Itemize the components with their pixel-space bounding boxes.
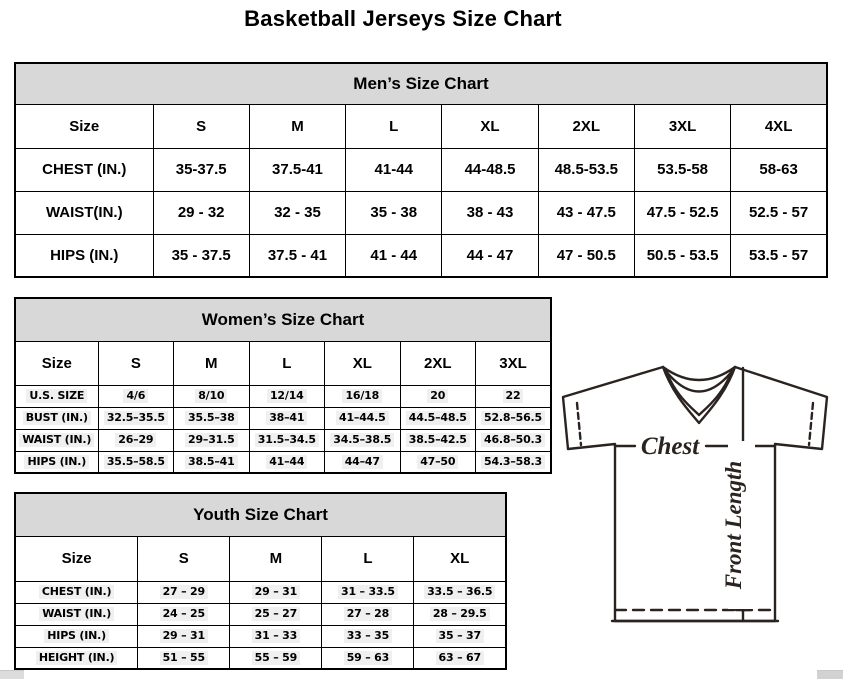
womens-cell-1-4 — [400, 407, 475, 429]
youth-col-header-0: Size — [15, 536, 138, 581]
mens-col-header-4: XL — [442, 104, 538, 148]
youth-cell-0-1 — [230, 581, 322, 603]
womens-cell-3-0-text: 35.5–58.5 — [104, 455, 168, 469]
youth-cell-3-3-text: 63 – 67 — [436, 651, 484, 665]
womens-cell-3-5-text: 54.3–58.3 — [481, 455, 545, 469]
youth-col-header-3: L — [322, 536, 414, 581]
womens-cell-1-1 — [174, 407, 249, 429]
womens-cell-3-3 — [325, 451, 400, 473]
mens-cell-0-4: 48.5-53.5 — [538, 148, 634, 191]
womens-cell-1-3-text: 41–44.5 — [336, 411, 389, 425]
youth-cell-3-0 — [138, 647, 230, 669]
youth-row-label-2-text: HIPS (IN.) — [44, 629, 109, 643]
youth-cell-3-2 — [322, 647, 414, 669]
womens-cell-2-3-text: 34.5–38.5 — [330, 433, 394, 447]
mens-cell-1-3: 38 - 43 — [442, 191, 538, 234]
youth-cell-0-3-text: 33.5 – 36.5 — [424, 585, 495, 599]
womens-col-header-6: 3XL — [476, 341, 552, 385]
youth-cell-2-0-text: 29 – 31 — [160, 629, 208, 643]
mens-cell-2-4: 47 - 50.5 — [538, 234, 634, 277]
womens-cell-0-5-text: 22 — [503, 389, 524, 403]
mens-header-row — [15, 104, 827, 148]
mens-col-header-7: 4XL — [731, 104, 827, 148]
womens-cell-3-1 — [174, 451, 249, 473]
womens-cell-1-3 — [325, 407, 400, 429]
womens-col-header-0: Size — [15, 341, 98, 385]
womens-data-row-2 — [15, 429, 551, 451]
youth-cell-2-3-text: 35 – 37 — [436, 629, 484, 643]
youth-chart-title: Youth Size Chart — [15, 493, 506, 536]
womens-cell-0-0-text: 4/6 — [123, 389, 148, 403]
scrollbar-left-fragment[interactable] — [0, 670, 24, 679]
youth-cell-3-3 — [414, 647, 506, 669]
womens-cell-1-1-text: 35.5–38 — [185, 411, 238, 425]
mens-col-header-2: M — [249, 104, 345, 148]
womens-row-label-0-text: U.S. SIZE — [26, 389, 87, 403]
youth-col-header-2: M — [230, 536, 322, 581]
jersey-measurement-diagram — [553, 353, 841, 677]
womens-cell-0-2 — [249, 385, 324, 407]
womens-cell-2-2 — [249, 429, 324, 451]
youth-cell-0-0 — [138, 581, 230, 603]
womens-cell-3-0 — [98, 451, 173, 473]
womens-row-label-3 — [15, 451, 98, 473]
mens-col-header-6: 3XL — [634, 104, 730, 148]
mens-cell-0-0: 35-37.5 — [153, 148, 249, 191]
page-title: Basketball Jerseys Size Chart — [244, 6, 562, 31]
mens-cell-0-5: 53.5-58 — [634, 148, 730, 191]
womens-cell-3-2 — [249, 451, 324, 473]
jersey-outline — [563, 367, 827, 621]
youth-row-label-1-text: WAIST (IN.) — [39, 607, 114, 621]
womens-cell-2-0 — [98, 429, 173, 451]
womens-cell-2-3 — [325, 429, 400, 451]
youth-cell-2-3 — [414, 625, 506, 647]
womens-row-label-2 — [15, 429, 98, 451]
youth-cell-0-1-text: 29 – 31 — [252, 585, 300, 599]
scrollbar-right-fragment[interactable] — [817, 670, 843, 679]
mens-chart-title: Men’s Size Chart — [15, 63, 827, 104]
womens-data-row-3 — [15, 451, 551, 473]
youth-cell-0-3 — [414, 581, 506, 603]
youth-row-label-2 — [15, 625, 138, 647]
womens-cell-0-2-text: 12/14 — [267, 389, 307, 403]
womens-row-label-1 — [15, 407, 98, 429]
womens-col-header-3: L — [249, 341, 324, 385]
womens-cell-0-1 — [174, 385, 249, 407]
youth-cell-1-1 — [230, 603, 322, 625]
mens-row-label-2: HIPS (IN.) — [15, 234, 153, 277]
mens-cell-1-6: 52.5 - 57 — [731, 191, 827, 234]
womens-cell-0-3 — [325, 385, 400, 407]
womens-cell-0-4 — [400, 385, 475, 407]
mens-col-header-5: 2XL — [538, 104, 634, 148]
womens-chart-title: Women’s Size Chart — [15, 298, 551, 341]
mens-cell-0-6: 58-63 — [731, 148, 827, 191]
womens-size-chart-table — [14, 297, 552, 474]
mens-cell-0-3: 44-48.5 — [442, 148, 538, 191]
youth-row-label-1 — [15, 603, 138, 625]
womens-cell-3-2-text: 41–44 — [266, 455, 307, 469]
youth-cell-3-2-text: 59 – 63 — [344, 651, 392, 665]
womens-cell-2-2-text: 31.5–34.5 — [255, 433, 319, 447]
youth-cell-2-2-text: 33 – 35 — [344, 629, 392, 643]
womens-row-label-1-text: BUST (IN.) — [23, 411, 91, 425]
womens-cell-3-5 — [476, 451, 552, 473]
youth-cell-3-1-text: 55 – 59 — [252, 651, 300, 665]
youth-data-row-3 — [15, 647, 506, 669]
womens-cell-2-1 — [174, 429, 249, 451]
mens-col-header-1: S — [153, 104, 249, 148]
womens-cell-2-1-text: 29–31.5 — [185, 433, 238, 447]
womens-cell-1-5-text: 52.8–56.5 — [481, 411, 545, 425]
womens-cell-0-5 — [476, 385, 552, 407]
womens-col-header-2: M — [174, 341, 249, 385]
womens-cell-1-0-text: 32.5–35.5 — [104, 411, 168, 425]
womens-cell-1-2-text: 38–41 — [266, 411, 307, 425]
youth-data-row-0 — [15, 581, 506, 603]
youth-size-chart-table — [14, 492, 507, 670]
mens-cell-2-2: 41 - 44 — [346, 234, 442, 277]
womens-row-label-0 — [15, 385, 98, 407]
mens-size-chart-table — [14, 62, 828, 278]
youth-cell-0-0-text: 27 – 29 — [160, 585, 208, 599]
womens-cell-0-3-text: 16/18 — [342, 389, 382, 403]
womens-data-row-0 — [15, 385, 551, 407]
womens-cell-2-5-text: 46.8–50.3 — [481, 433, 545, 447]
youth-cell-1-0-text: 24 – 25 — [160, 607, 208, 621]
womens-cell-0-4-text: 20 — [427, 389, 448, 403]
mens-cell-2-5: 50.5 - 53.5 — [634, 234, 730, 277]
womens-cell-2-5 — [476, 429, 552, 451]
womens-row-label-2-text: WAIST (IN.) — [19, 433, 94, 447]
youth-row-label-0-text: CHEST (IN.) — [39, 585, 114, 599]
youth-cell-1-3 — [414, 603, 506, 625]
womens-cell-0-0 — [98, 385, 173, 407]
mens-data-row-0 — [15, 148, 827, 191]
mens-row-label-0: CHEST (IN.) — [15, 148, 153, 191]
youth-cell-2-1 — [230, 625, 322, 647]
mens-col-header-3: L — [346, 104, 442, 148]
womens-cell-1-2 — [249, 407, 324, 429]
mens-cell-1-2: 35 - 38 — [346, 191, 442, 234]
youth-cell-0-2 — [322, 581, 414, 603]
mens-data-row-1 — [15, 191, 827, 234]
womens-cell-1-4-text: 44.5–48.5 — [406, 411, 470, 425]
youth-row-label-0 — [15, 581, 138, 603]
youth-cell-1-2 — [322, 603, 414, 625]
right-cuff-dashed-line — [809, 403, 813, 445]
mens-col-header-0: Size — [15, 104, 153, 148]
womens-cell-1-0 — [98, 407, 173, 429]
mens-cell-1-4: 43 - 47.5 — [538, 191, 634, 234]
youth-cell-2-2 — [322, 625, 414, 647]
womens-row-label-3-text: HIPS (IN.) — [24, 455, 89, 469]
mens-cell-2-1: 37.5 - 41 — [249, 234, 345, 277]
youth-cell-3-1 — [230, 647, 322, 669]
youth-col-header-4: XL — [414, 536, 506, 581]
youth-cell-0-2-text: 31 – 33.5 — [338, 585, 398, 599]
womens-header-row — [15, 341, 551, 385]
mens-cell-2-0: 35 - 37.5 — [153, 234, 249, 277]
womens-col-header-1: S — [98, 341, 173, 385]
womens-cell-2-4 — [400, 429, 475, 451]
youth-col-header-1: S — [138, 536, 230, 581]
mens-cell-1-0: 29 - 32 — [153, 191, 249, 234]
youth-row-label-3 — [15, 647, 138, 669]
youth-cell-1-3-text: 28 – 29.5 — [430, 607, 490, 621]
youth-header-row — [15, 536, 506, 581]
youth-cell-1-1-text: 25 – 27 — [252, 607, 300, 621]
mens-data-row-2 — [15, 234, 827, 277]
youth-row-label-3-text: HEIGHT (IN.) — [36, 651, 118, 665]
youth-cell-2-0 — [138, 625, 230, 647]
womens-cell-2-0-text: 26–29 — [115, 433, 156, 447]
youth-data-row-1 — [15, 603, 506, 625]
mens-cell-1-1: 32 - 35 — [249, 191, 345, 234]
mens-cell-1-5: 47.5 - 52.5 — [634, 191, 730, 234]
mens-cell-2-3: 44 - 47 — [442, 234, 538, 277]
mens-cell-0-1: 37.5-41 — [249, 148, 345, 191]
womens-cell-3-3-text: 44–47 — [342, 455, 383, 469]
womens-cell-1-5 — [476, 407, 552, 429]
mens-cell-0-2: 41-44 — [346, 148, 442, 191]
womens-cell-3-4 — [400, 451, 475, 473]
womens-cell-2-4-text: 38.5–42.5 — [406, 433, 470, 447]
womens-cell-3-4-text: 47–50 — [417, 455, 458, 469]
left-cuff-dashed-line — [577, 403, 581, 445]
youth-cell-1-0 — [138, 603, 230, 625]
chest-label: Chest — [640, 433, 700, 460]
womens-cell-3-1-text: 38.5–41 — [185, 455, 238, 469]
womens-cell-0-1-text: 8/10 — [195, 389, 227, 403]
youth-data-row-2 — [15, 625, 506, 647]
womens-col-header-4: XL — [325, 341, 400, 385]
mens-cell-2-6: 53.5 - 57 — [731, 234, 827, 277]
youth-cell-2-1-text: 31 – 33 — [252, 629, 300, 643]
youth-cell-3-0-text: 51 – 55 — [160, 651, 208, 665]
mens-row-label-1: WAIST(IN.) — [15, 191, 153, 234]
front-length-label: Front Length — [721, 460, 746, 590]
womens-data-row-1 — [15, 407, 551, 429]
womens-col-header-5: 2XL — [400, 341, 475, 385]
youth-cell-1-2-text: 27 – 28 — [344, 607, 392, 621]
